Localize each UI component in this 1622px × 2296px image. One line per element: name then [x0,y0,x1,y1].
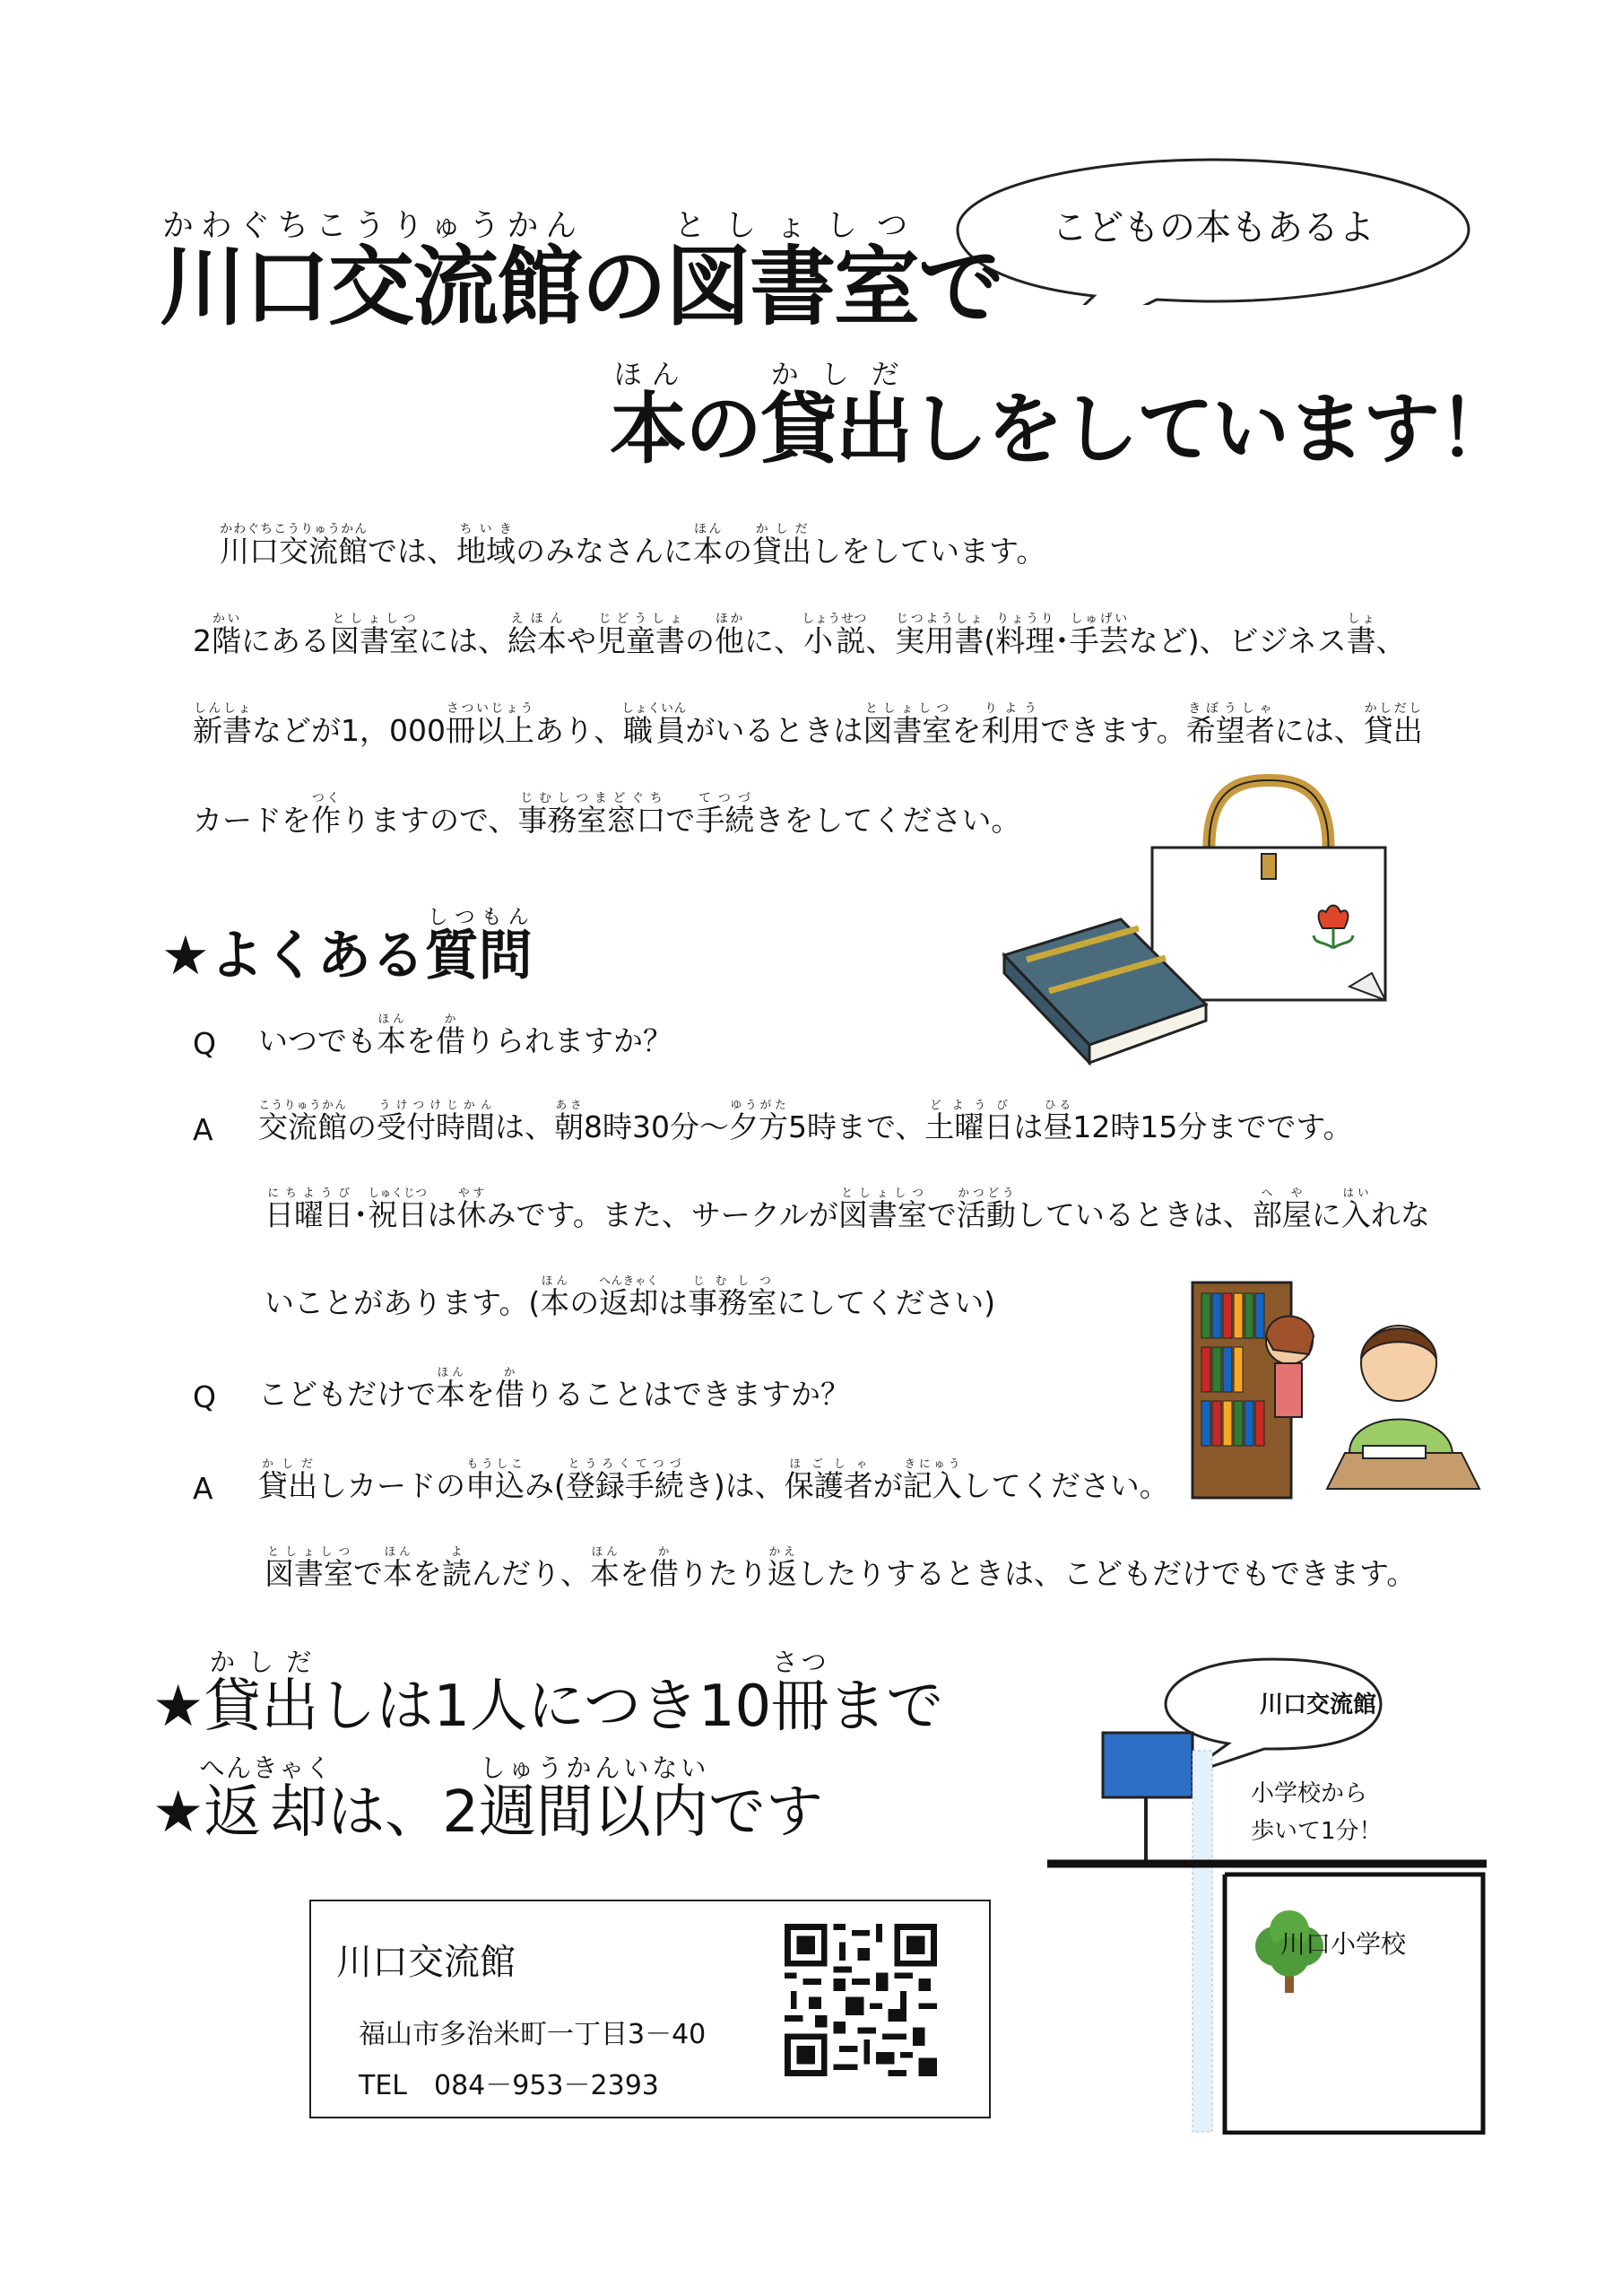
ruby-segment: 貸出かしだ [752,522,811,569]
ruby-segment: 借か [436,1012,465,1058]
ruby-segment: 他ほか [715,612,744,658]
facility-address: 福山市多治米町一丁目3－40 [359,2019,707,2050]
a1-mark: A [193,1112,213,1147]
map-facility-label: 川口交流館 [1259,1692,1376,1718]
q1-text: いつでも本ほんを借かりられますか？ [258,1012,672,1058]
ruby-segment: 図書室としょしつ [863,701,952,748]
rule-return-period: ★返却へんきゃくは、2週間以内しゅうかんいないです [152,1753,824,1846]
ruby-segment: 図書室としょしつ [837,1186,927,1232]
ruby-segment: 事務室じむしつ [688,1274,777,1320]
intro-line-3: 新書しんしょなどが1，000冊以上さついじょうあり、職員しょくいんがいるときは図書室としょしつを利用りようできます。希望者きぼうしゃには、貸出かしだし [193,701,1423,748]
ruby-segment: 貸出かしだし [1363,701,1423,748]
ruby-segment: 休やす [456,1186,487,1232]
title-line-2: 本ほんの貸出かしだしをしています！ [610,359,1514,474]
ruby-segment: 希望者きぼうしゃ [1185,701,1275,748]
facility-tel: TEL 084－953－2393 [359,2070,659,2101]
a1-line-1: 交流館こうりゅうかんの受付時間うけつけじかんは、朝あさ8時30分～夕方ゆうがた5時まで、土曜日どようびは昼ひる12時15分までです。 [258,1098,1353,1144]
a1-line-3: いことがあります。(本ほんの返却へんきゃくは事務室じむしつにしてください) [265,1274,996,1320]
ruby-segment: 返却へんきゃく [199,1753,333,1846]
ruby-segment: 貸出かしだ [258,1457,317,1503]
library-reading-illustration [1184,1274,1488,1525]
map-walk-note [1251,1776,1383,1850]
intro-line-2: 2階かいにある図書室としょしつには、絵本えほんや児童書じどうしょの他ほかに、小説しょうせつ、実用書じつようしょ(料理りょうり･手芸しゅげいなど)、ビジネス書しょ、 [193,612,1406,658]
ruby-segment: 書しょ [1346,612,1376,658]
ruby-segment: 図書室としょしつ [330,612,419,658]
ruby-segment: 作つく [311,791,341,838]
ruby-segment: 本ほん [383,1544,412,1591]
ruby-segment: 借か [649,1544,679,1591]
q1-mark: Q [193,1026,216,1061]
ruby-segment: 手芸しゅげい [1069,612,1129,658]
ruby-segment: 記入きにゅう [902,1457,962,1503]
title-line-1: 川口交流館かわぐちこうりゅうかんの図書室としょしつで [160,208,1002,337]
access-map [1040,1650,1506,2135]
ruby-segment: 読よ [442,1544,472,1591]
ruby-segment: 図書室としょしつ [265,1544,353,1591]
ruby-segment: 活動かつどう [956,1186,1016,1232]
ruby-segment: 新書しんしょ [193,701,252,748]
ruby-segment: 本ほん [540,1274,570,1320]
ruby-segment: 本ほん [377,1012,406,1058]
ruby-segment: 手続てつづ [695,791,755,838]
ruby-segment: 日曜日にちようび [265,1186,353,1232]
ruby-segment: 祝日しゅくじつ [368,1186,428,1232]
ruby-segment: 本ほん [693,522,723,569]
q2-text: こどもだけで本ほんを借かりることはできますか？ [258,1365,850,1412]
ruby-segment: 職員しょくいん [621,701,688,748]
ruby-segment: 保護者ほごしゃ [784,1457,873,1503]
ruby-segment: 小説しょうせつ [802,612,868,658]
a2-line-2: 図書室としょしつで本ほんを読よんだり、本ほんを借かりたり返かえしたりするときは、こどもだけでもできます。 [265,1544,1417,1591]
ruby-segment: 土曜日どようび [924,1098,1014,1144]
intro-line-4: カードを作つくりますので、事務室窓口じむしつまどぐちで手続てつづきをしてください。 [193,791,1021,838]
ruby-segment: 本ほん [436,1365,465,1412]
ruby-segment: 部屋へや [1252,1186,1312,1232]
faq-heading: ★よくある質問しつもん [161,906,533,987]
ruby-segment: 入はい [1340,1186,1371,1232]
ruby-segment: 絵本えほん [507,612,567,658]
map-school-label: 川口小学校 [1280,1929,1407,1959]
q2-mark: Q [193,1379,216,1414]
ruby-segment: 交流館こうりゅうかん [258,1098,347,1144]
ruby-segment: 川口交流館かわぐちこうりゅうかん [220,522,368,569]
ruby-segment: 冊以上さついじょう [445,701,534,748]
ruby-segment: 借か [495,1365,525,1412]
ruby-segment: 実用書じつようしょ [895,612,984,658]
map-note-line-2: 歩いて1分！ [1251,1817,1383,1845]
ruby-segment: 川口交流館かわぐちこうりゅうかん [160,208,581,337]
ruby-segment: 児童書じどうしょ [596,612,685,658]
rule-lending-limit: ★貸出かしだしは1人につき10冊さつまで [152,1648,944,1740]
ruby-segment: 週間以内しゅうかんいない [479,1753,709,1846]
book-illustration [995,915,1219,1067]
ruby-segment: 階かい [212,612,241,658]
ruby-segment: 貸出かしだ [204,1648,319,1740]
facility-name: 川口交流館 [336,1942,516,1983]
ruby-segment: 図書室としょしつ [665,208,918,337]
ruby-segment: 朝あさ [554,1098,584,1144]
a1-line-2: 日曜日にちようび･祝日しゅくじつは休やすみです。また、サークルが図書室としょしつで活動かつどうしているときは、部屋へやに入はいれな [265,1186,1430,1232]
ruby-segment: 昼ひる [1043,1098,1073,1144]
ruby-segment: 返却へんきゃく [599,1274,659,1320]
ruby-segment: 申込もうしこ [465,1457,525,1503]
ruby-segment: 返かえ [768,1544,797,1591]
ruby-segment: 料理りょうり [995,612,1055,658]
ruby-segment: 冊さつ [771,1648,829,1740]
intro-line-1: 川口交流館かわぐちこうりゅうかんでは、地域ちいきのみなさんに本ほんの貸出かしだしをしています。 [220,522,1046,569]
ruby-segment: 受付時間うけつけじかん [377,1098,495,1144]
ruby-segment: 夕方ゆうがた [729,1098,788,1144]
ruby-segment: 登録手続とうろくてつづ [565,1457,684,1503]
ruby-segment: 本ほん [610,359,685,474]
ruby-segment: 本ほん [590,1544,620,1591]
qr-code-icon[interactable] [785,1924,937,2076]
a2-mark: A [193,1471,213,1506]
speech-bubble-text: こどもの本もあるよ [1052,207,1375,248]
ruby-segment: 地域ちいき [456,522,516,569]
a2-line-1: 貸出かしだしカードの申込もうしこみ(登録手続とうろくてつづき)は、保護者ほごしゃが記入きにゅうしてください。 [258,1457,1169,1503]
ruby-segment: 質問しつもん [424,906,533,987]
map-note-line-1: 小学校から [1251,1780,1368,1807]
ruby-segment: 事務室窓口じむしつまどぐち [517,791,666,838]
ruby-segment: 利用りよう [981,701,1041,748]
ruby-segment: 貸出かしだ [760,359,911,474]
